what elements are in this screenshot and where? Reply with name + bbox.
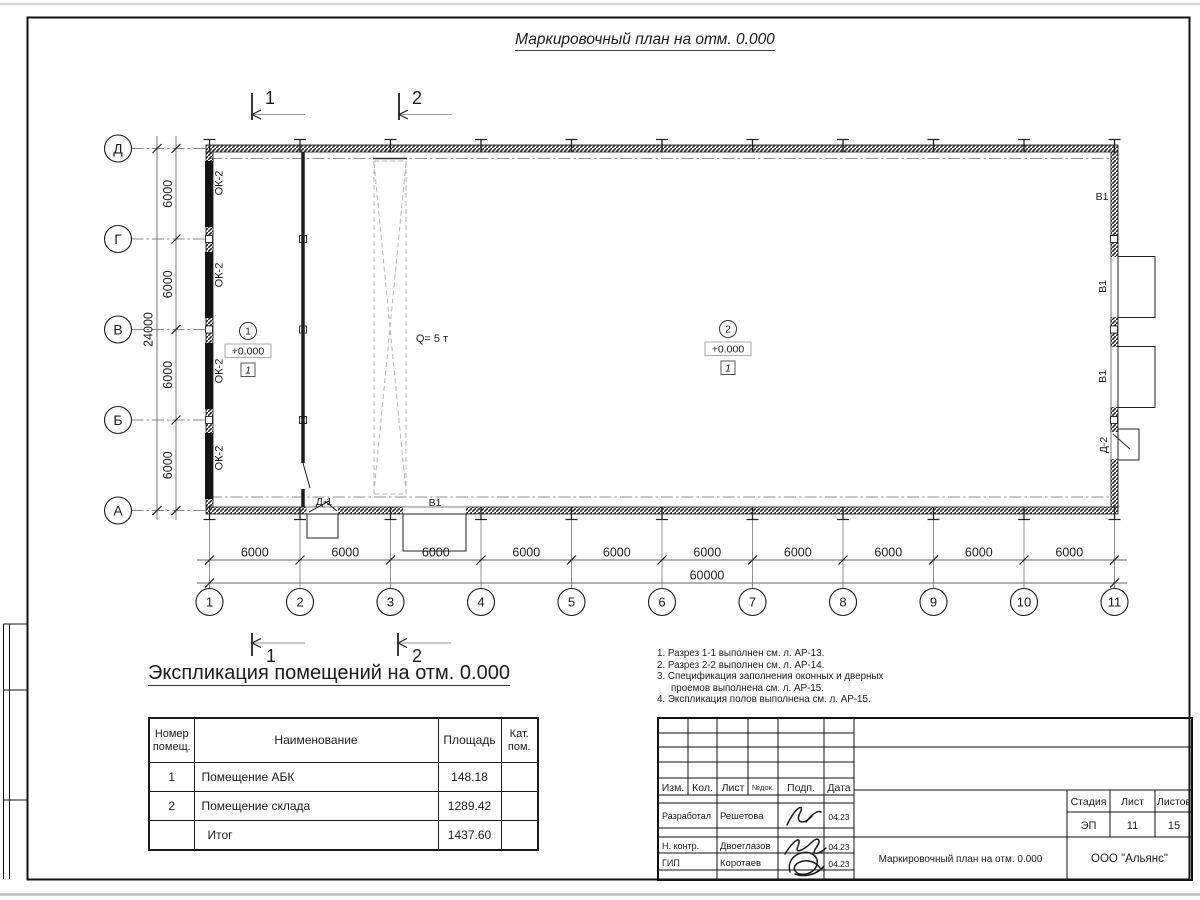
stamp-stage-label: Стадия xyxy=(1070,796,1107,808)
signatures xyxy=(785,807,826,875)
header-room-number xyxy=(149,718,194,763)
header-room-number-line2: помещ. xyxy=(152,740,191,753)
window-label: ОК-2 xyxy=(213,262,226,288)
room-elevation: +0.000 xyxy=(231,345,265,358)
col-axis-label: 3 xyxy=(386,594,395,610)
stamp-sheet-label: Лист xyxy=(1121,796,1144,808)
room-marker-2 xyxy=(705,321,751,375)
plan-building xyxy=(204,140,1156,552)
dim-label: 6000 xyxy=(693,545,722,560)
table-row xyxy=(149,792,538,821)
title-block xyxy=(658,718,1192,880)
dim-label: 6000 xyxy=(240,545,269,560)
section-number: 2 xyxy=(411,646,423,666)
row-axis-label: Г xyxy=(114,231,122,247)
window-label: ОК-2 xyxy=(213,445,226,471)
room-number: 1 xyxy=(245,326,251,338)
explication-title xyxy=(148,662,510,685)
stamp-name: Двоеглазов xyxy=(720,841,771,852)
header-area: Площадь xyxy=(438,718,501,763)
cell-room-category xyxy=(501,792,538,821)
col-axis-label: 4 xyxy=(477,594,485,610)
stamp-name: Решетова xyxy=(720,811,764,822)
col-axis-label: 7 xyxy=(748,594,757,610)
stamp-header-kol: Кол. xyxy=(692,782,713,794)
stamp-sheets-label: Листов xyxy=(1156,796,1192,808)
header-category-line2: пом. xyxy=(507,740,531,753)
col-axis-label: 9 xyxy=(929,594,938,610)
header-category-line1: Кат. xyxy=(509,727,529,740)
stamp-header-doc: №док. xyxy=(752,783,774,792)
dim-label: 6000 xyxy=(161,270,175,299)
door-d2-label: Д-2 xyxy=(1098,436,1110,454)
header-category xyxy=(501,718,538,763)
cell-room-name: Помещение склада xyxy=(194,792,438,821)
dimension-labels xyxy=(142,180,1084,583)
row-axis-label: Д xyxy=(113,140,123,157)
dim-label: 6000 xyxy=(602,545,631,560)
stamp-sheet-value: 11 xyxy=(1126,820,1139,832)
room-floor-type: 1 xyxy=(245,365,251,377)
stamp-date: 04.23 xyxy=(828,859,850,869)
explication-table xyxy=(148,717,539,851)
table-total-row xyxy=(149,821,538,851)
stamp-role: Разработал xyxy=(662,811,711,821)
col-axis-label: 5 xyxy=(567,594,576,610)
col-axis-label: 8 xyxy=(839,594,847,610)
col-axis-circles xyxy=(196,589,1128,616)
dimension-ticks xyxy=(153,144,1120,588)
crane-capacity-label: Q= 5 т xyxy=(415,333,449,345)
plan-labels xyxy=(214,171,1111,509)
cell-room-name: Помещение АБК xyxy=(194,763,438,792)
section-number: 1 xyxy=(265,646,277,666)
section-marks xyxy=(252,88,452,666)
stamp-sheets-value: 15 xyxy=(1167,820,1181,832)
dim-total-height: 24000 xyxy=(141,312,156,347)
section-mark-1-top xyxy=(252,88,305,120)
window-label: ОК-2 xyxy=(213,170,226,196)
cell-total-label: Итог xyxy=(194,821,438,851)
dim-label: 6000 xyxy=(421,545,450,560)
room-marker-1 xyxy=(225,323,271,377)
drawing-title xyxy=(430,31,860,49)
gate-label: В1 xyxy=(1097,280,1109,293)
dim-label: 6000 xyxy=(161,451,175,480)
header-room-number-line1: Номер xyxy=(154,727,189,740)
stamp-role: ГИП xyxy=(662,858,680,868)
stamp-doc-title: Маркировочный план на отм. 0.000 xyxy=(878,854,1043,865)
col-axis-label: 11 xyxy=(1107,594,1122,610)
dim-label: 6000 xyxy=(874,545,903,560)
note-line: 3. Спецификация заполнения оконных и дверных xyxy=(657,671,884,683)
cell-room-number: 2 xyxy=(149,792,194,821)
notes-block xyxy=(657,648,1007,706)
stamp-header-list: Лист xyxy=(721,782,745,794)
dim-label: 6000 xyxy=(964,545,993,560)
dim-label: 6000 xyxy=(161,360,175,389)
col-axis-label: 6 xyxy=(658,594,666,610)
signature-3 xyxy=(789,852,824,875)
stamp-company: ООО "Альянс" xyxy=(1091,853,1168,865)
stamp-header-izm: Изм. xyxy=(661,782,685,794)
column-marks xyxy=(206,236,1118,424)
cell-room-category xyxy=(501,821,538,851)
stamp-date: 04.23 xyxy=(828,812,850,822)
row-axis-label: Б xyxy=(113,412,123,428)
construction-lines xyxy=(132,136,1128,589)
cell-room-number: 1 xyxy=(149,763,194,792)
stamp-header-data: Дата xyxy=(827,782,851,794)
gate-label: В1 xyxy=(1097,370,1109,383)
room-elevation: +0.000 xyxy=(711,343,745,356)
cell-room-area: 148.18 xyxy=(438,763,501,792)
cell-room-category xyxy=(501,763,538,792)
gate-label: В1 xyxy=(1095,191,1109,203)
stamp-stage-value: ЭП xyxy=(1080,820,1097,832)
explication-title-text: Экспликация помещений на отм. 0.000 xyxy=(148,662,510,684)
note-line-continuation: проемов выполнена см. л. АР-15. xyxy=(671,682,824,694)
note-line: 4. Экспликация полов выполнена см. л. АР-15. xyxy=(657,694,871,706)
dim-label: 6000 xyxy=(783,545,812,560)
crane-symbol xyxy=(374,161,406,494)
cell-total-area: 1437.60 xyxy=(438,821,501,851)
table-header-row xyxy=(149,718,538,763)
room-floor-type: 1 xyxy=(725,363,731,375)
row-axis-label: А xyxy=(113,502,123,519)
window-label: ОК-2 xyxy=(213,358,226,384)
dim-label: 6000 xyxy=(512,545,541,560)
dim-label: 6000 xyxy=(161,179,175,208)
row-axis-label: В xyxy=(113,321,123,338)
stamp-date: 04.23 xyxy=(828,842,850,852)
dim-label: 6000 xyxy=(1055,545,1084,560)
stamp-header-podp: Подп. xyxy=(787,782,815,794)
header-name: Наименование xyxy=(194,718,438,763)
door-d1-label: Д-1 xyxy=(315,496,333,508)
col-axis-label: 10 xyxy=(1016,594,1032,610)
dim-label: 6000 xyxy=(331,545,360,560)
gate-label: В1 xyxy=(428,497,442,509)
stamp-role: Н. контр. xyxy=(662,841,700,851)
stamp-name: Коротаев xyxy=(720,858,762,869)
cell-room-number xyxy=(149,821,194,851)
section-number: 1 xyxy=(264,88,276,108)
section-number: 2 xyxy=(411,88,423,108)
room-number: 2 xyxy=(725,324,731,336)
row-axis-circles xyxy=(105,135,132,524)
cell-room-area: 1289.42 xyxy=(438,792,501,821)
section-mark-2-top xyxy=(399,88,452,120)
signature-1 xyxy=(787,807,821,825)
drawing-title-text: Маркировочный план на отм. 0.000 xyxy=(515,31,775,51)
col-axis-label: 2 xyxy=(296,594,304,610)
note-line: 2. Разрез 2-2 выполнен см. л. АР-14. xyxy=(657,659,825,671)
col-axis-label: 1 xyxy=(205,594,214,610)
table-row xyxy=(149,763,538,792)
dim-total-width: 60000 xyxy=(689,568,725,583)
note-line: 1. Разрез 1-1 выполнен см. л. АР-13. xyxy=(657,648,825,659)
